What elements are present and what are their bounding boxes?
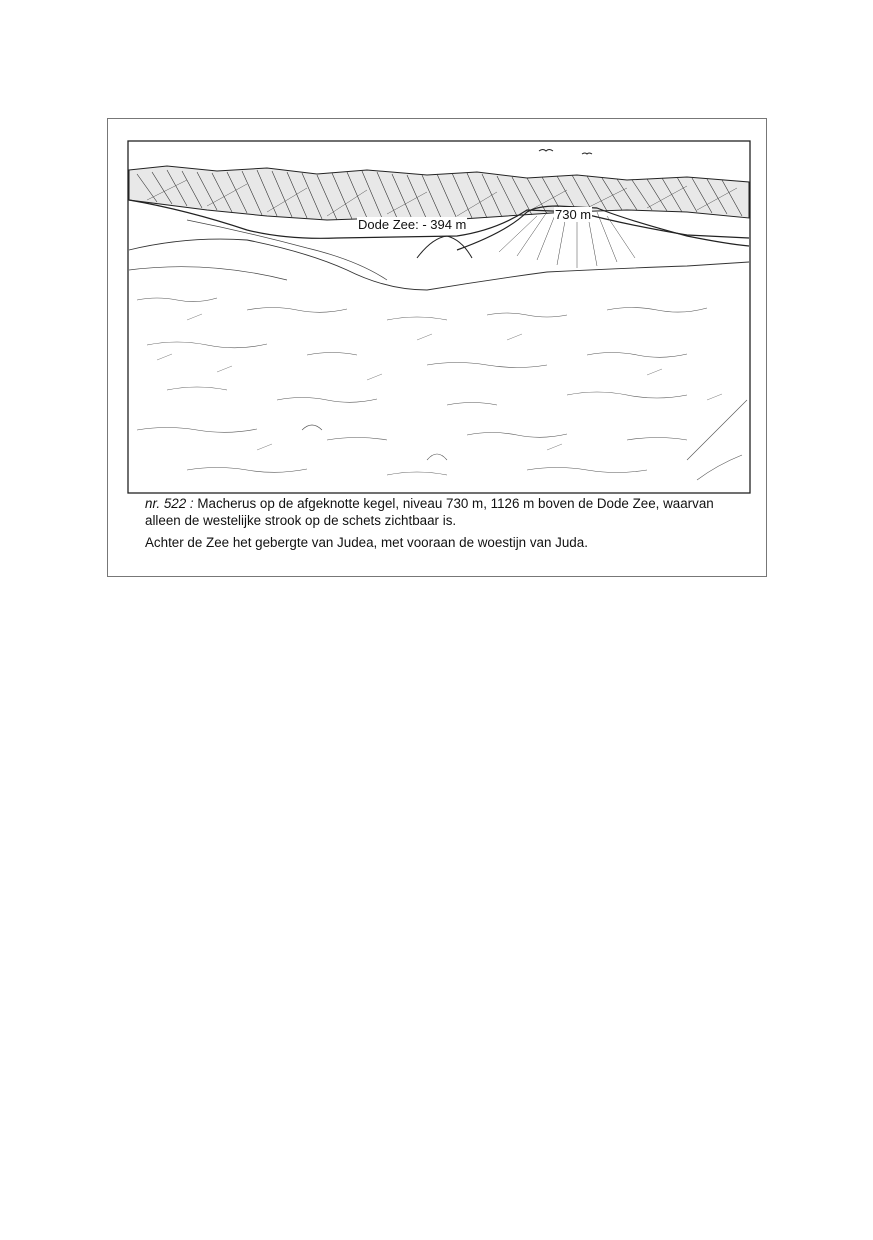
desert-texture bbox=[137, 298, 747, 480]
figure-caption bbox=[145, 495, 745, 556]
peak-height-label: 730 m bbox=[555, 207, 592, 222]
dead-sea-label: Dode Zee: - 394 m bbox=[358, 217, 467, 232]
figure-number: nr. 522 : bbox=[145, 496, 194, 511]
small-hill bbox=[417, 236, 472, 258]
bird-1 bbox=[539, 150, 553, 152]
landscape-sketch bbox=[127, 140, 751, 494]
desert-hatching bbox=[157, 314, 722, 450]
foreground-ridge bbox=[129, 239, 749, 290]
bird-2 bbox=[582, 153, 592, 154]
caption-paragraph-2: Achter de Zee het gebergte van Judea, met vooraan de woestijn van Juda. bbox=[145, 535, 588, 550]
figure-frame bbox=[107, 118, 767, 577]
caption-text-1: Macherus op de afgeknotte kegel, niveau 730 m, 1126 m boven de Dode Zee, waarvan alleen de westelijke strook op de schets zichtbaar is. bbox=[145, 496, 714, 528]
caption-paragraph-1 bbox=[145, 495, 745, 529]
sketch-drawing bbox=[127, 140, 751, 494]
